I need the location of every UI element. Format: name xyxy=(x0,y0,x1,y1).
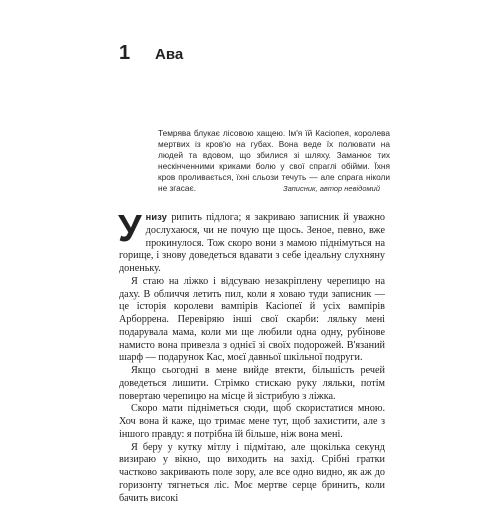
lead-word: низу xyxy=(146,212,167,222)
paragraph-1-text: рипить підлога; я закриваю записник й уважно дослухаюся, чи не почую ще щось. Зеное, певно, вже прокинулося. Тож скоро вони з мамою піднімуться на горище, і знову доведеться вдавати з себе ідеальну слухняну доненьку. xyxy=(119,212,385,274)
chapter-number: 1 xyxy=(119,42,155,65)
epigraph-source: Записник, автор невідомий xyxy=(283,184,380,193)
chapter-header xyxy=(119,42,183,65)
paragraph-4: Скоро мати підніметься сюди, щоб скористатися мною. Хоч вона й каже, що тримає мене тут, щоб захистити, але з іншого правду: я потрібна їй більше, ніж вона мені. xyxy=(119,403,385,441)
drop-cap: У xyxy=(118,214,142,244)
paragraph-1 xyxy=(119,211,385,276)
chapter-title: Ава xyxy=(155,46,183,63)
body-text xyxy=(119,211,385,505)
paragraph-2: Я стаю на ліжко і відсуваю незакріплену черепицю на даху. В обличчя летить пил, коли я ховаю туди записник — це історія королеви вампірів Касіопеї й усіх вампірів Арборрена. Перевіряю інші свої скарби: ляльку мені подарувала мама, коли ми ще любили одна одну, рубінове намисто вона привезла з однієї зі своїх подорожей. В'язаний шарф — подарунок Кас, моєї давньої шкільної подруги. xyxy=(119,276,385,365)
epigraph: Темрява блукає лісовою хащею. Ім'я їй Касіопея, королева мертвих із кров'ю на губах. Вона веде їх полювати на людей та вдовом, що збилися зі шляху. Заманює тих нескінченними криками болю у свої спраглі обійми. Їхня кров проливається, їхні сльози течуть — але спрага ніколи не згасає. xyxy=(158,128,390,195)
paragraph-3: Якщо сьогодні в мене вийде втекти, більшість речей доведеться лишити. Стрімко стискаю руку ляльки, потім повертаю черепицю на місце й зістрибую з ліжка. xyxy=(119,365,385,403)
paragraph-5: Я беру у кутку мітлу і підмітаю, але щокілька секунд визираю у вікно, що виходить на захід. Срібні гратки частково закривають поле зору, але все одно видно, як аж до горизонту тягнеться ліс. Моє мертве серце бринить, коли бачить високі xyxy=(119,442,385,505)
